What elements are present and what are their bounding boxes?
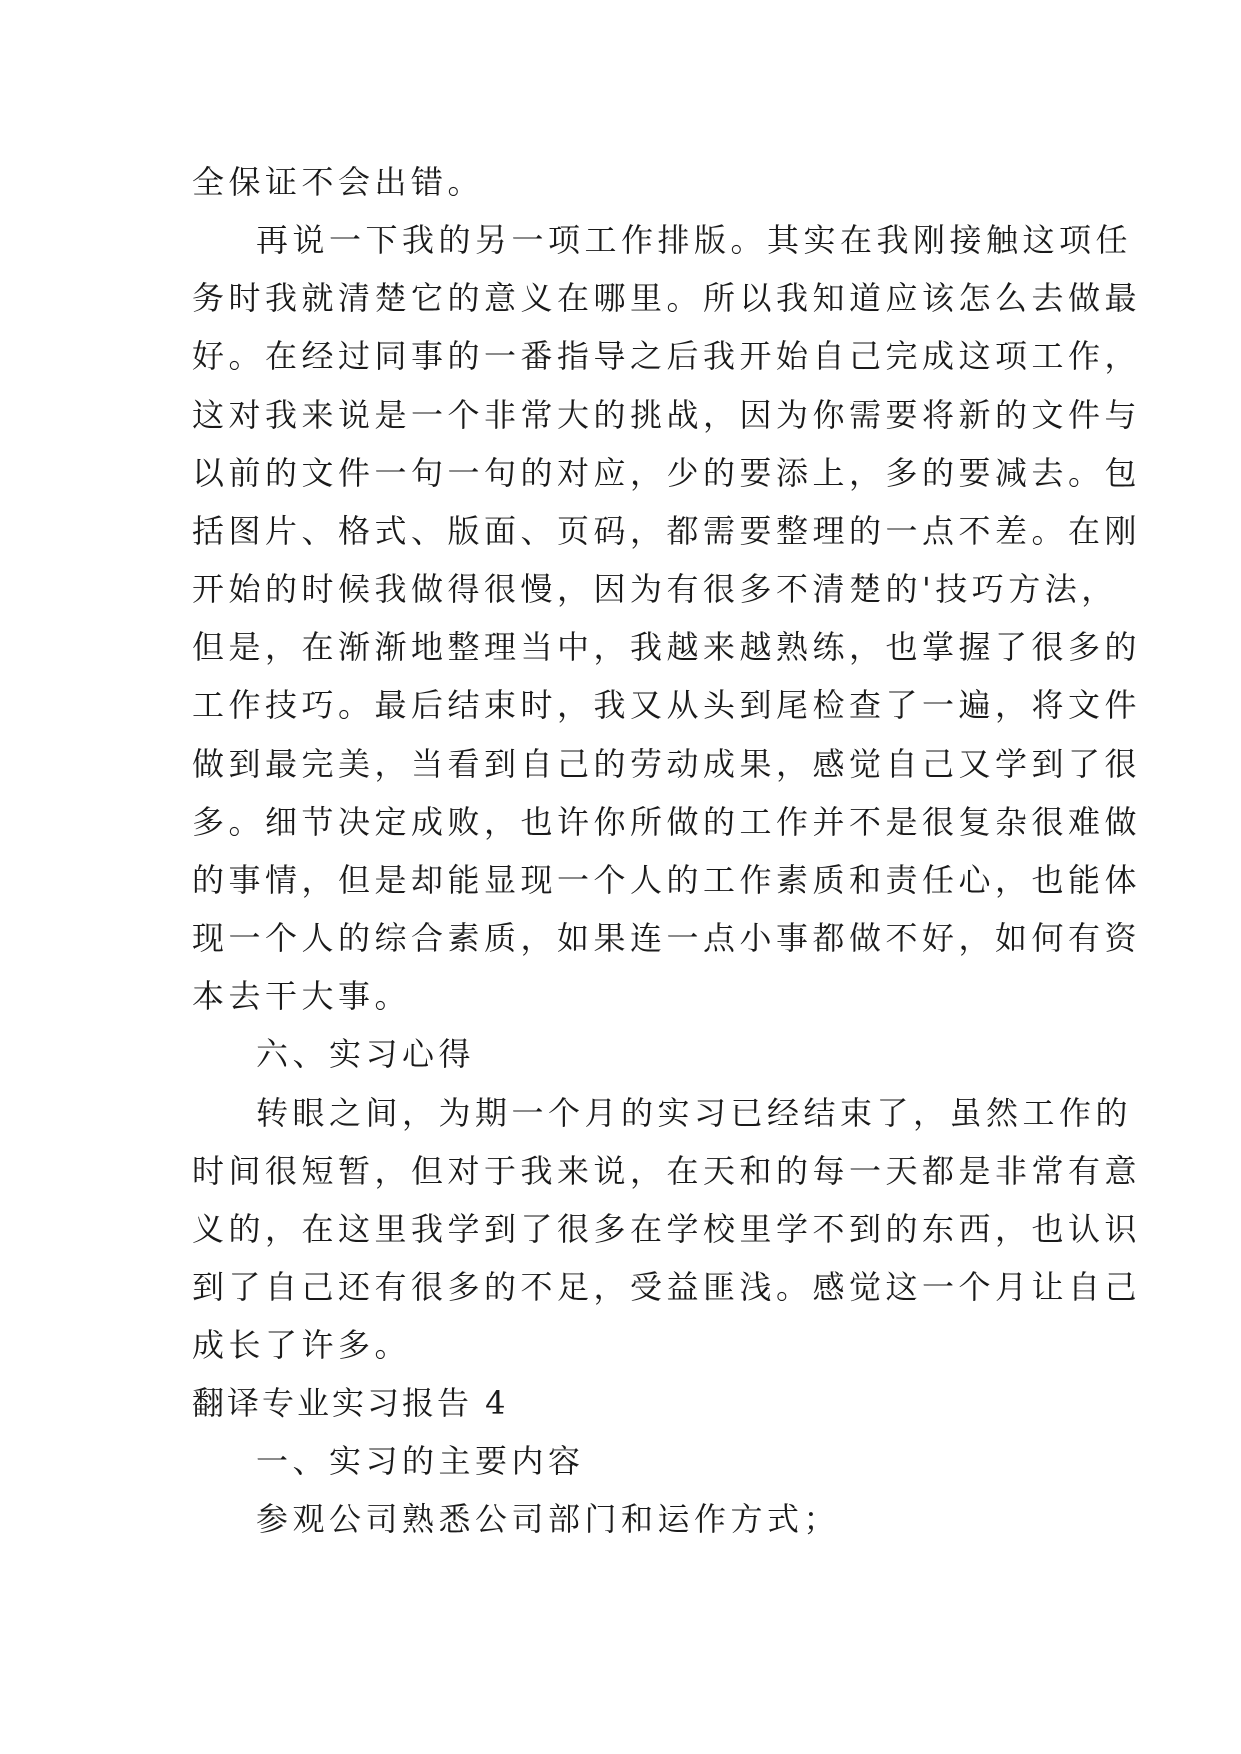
section-heading: 六、实习心得: [256, 1035, 476, 1073]
text-line: 多。细节决定成败，也许你所做的工作并不是很复杂很难做: [192, 803, 1142, 841]
text-line: 这对我来说是一个非常大的挑战，因为你需要将新的文件与: [192, 396, 1142, 434]
text-line: 括图片、格式、版面、页码，都需要整理的一点不差。在刚: [192, 512, 1142, 550]
text-line: 的事情，但是却能显现一个人的工作素质和责任心，也能体: [192, 861, 1142, 899]
text-line: 本去干大事。: [192, 977, 412, 1015]
text-line: 开始的时候我做得很慢，因为有很多不清楚的'技巧方法，: [192, 570, 1118, 608]
text-line: 但是，在渐渐地整理当中，我越来越熟练，也掌握了很多的: [192, 628, 1142, 666]
text-line: 工作技巧。最后结束时，我又从头到尾检查了一遍，将文件: [192, 686, 1142, 724]
text-line: 成长了许多。: [192, 1326, 412, 1364]
text-line: 做到最完美，当看到自己的劳动成果，感觉自己又学到了很: [192, 745, 1142, 783]
text-line: 义的，在这里我学到了很多在学校里学不到的东西，也认识: [192, 1210, 1142, 1248]
text-line: 时间很短暂，但对于我来说，在天和的每一天都是非常有意: [192, 1152, 1142, 1190]
section-heading: 一、实习的主要内容: [256, 1442, 585, 1480]
text-line: 转眼之间，为期一个月的实习已经结束了，虽然工作的: [256, 1094, 1133, 1132]
text-line: 参观公司熟悉公司部门和运作方式；: [256, 1500, 841, 1538]
text-line: 到了自己还有很多的不足，受益匪浅。感觉这一个月让自己: [192, 1268, 1142, 1306]
text-line: 再说一下我的另一项工作排版。其实在我刚接触这项任: [256, 221, 1133, 259]
text-line: 现一个人的综合素质，如果连一点小事都做不好，如何有资: [192, 919, 1142, 957]
text-line: 务时我就清楚它的意义在哪里。所以我知道应该怎么去做最: [192, 279, 1142, 317]
report-title: 翻译专业实习报告 4: [192, 1384, 509, 1422]
text-line: 全保证不会出错。: [192, 163, 485, 201]
text-line: 以前的文件一句一句的对应，少的要添上，多的要减去。包: [192, 454, 1142, 492]
text-line: 好。在经过同事的一番指导之后我开始自己完成这项工作，: [192, 337, 1142, 375]
